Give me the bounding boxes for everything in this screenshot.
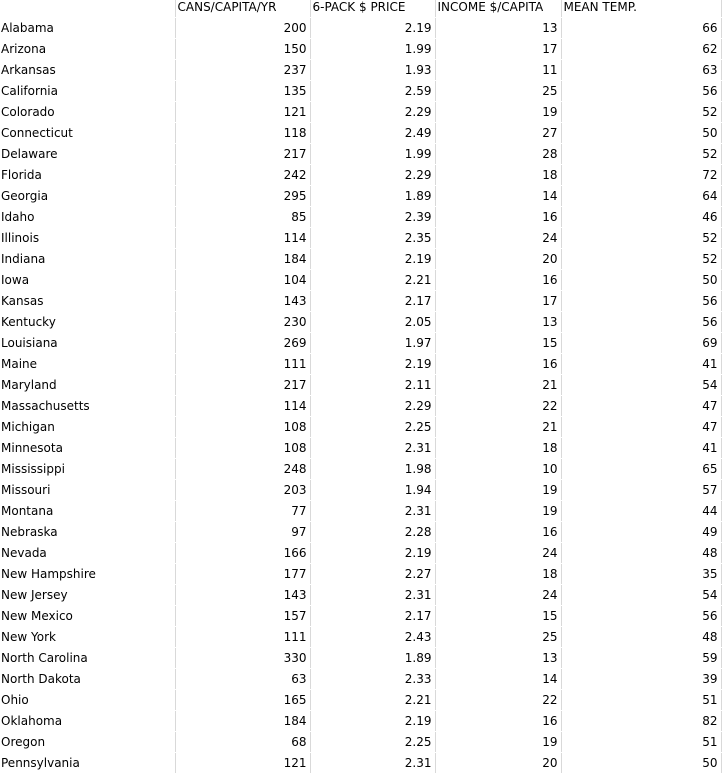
cans-cell[interactable]: 63 (175, 668, 310, 689)
income-cell[interactable]: 24 (435, 584, 561, 605)
table-row (0, 731, 721, 752)
price-cell[interactable]: 1.89 (310, 647, 435, 668)
header-cell-cans[interactable]: CANS/CAPITA/YR (175, 0, 310, 17)
temp-cell[interactable]: 47 (561, 416, 721, 437)
cans-cell[interactable]: 248 (175, 458, 310, 479)
state-name-cell[interactable]: Montana (0, 500, 175, 521)
table-row (0, 80, 721, 101)
table-row (0, 668, 721, 689)
temp-cell[interactable]: 48 (561, 542, 721, 563)
price-cell[interactable]: 2.31 (310, 584, 435, 605)
state-name-cell[interactable]: California (0, 80, 175, 101)
table-row (0, 185, 721, 206)
temp-cell[interactable]: 41 (561, 437, 721, 458)
state-name-cell[interactable]: Iowa (0, 269, 175, 290)
price-cell[interactable]: 2.11 (310, 374, 435, 395)
cans-cell[interactable]: 108 (175, 437, 310, 458)
cans-cell[interactable]: 184 (175, 248, 310, 269)
temp-cell[interactable]: 56 (561, 605, 721, 626)
price-cell[interactable]: 1.99 (310, 38, 435, 59)
cans-cell[interactable]: 230 (175, 311, 310, 332)
temp-cell[interactable]: 41 (561, 353, 721, 374)
cans-cell[interactable]: 111 (175, 626, 310, 647)
state-name-cell[interactable]: Alabama (0, 17, 175, 38)
cans-cell[interactable]: 184 (175, 710, 310, 731)
income-cell[interactable]: 14 (435, 185, 561, 206)
state-name-cell[interactable]: Louisiana (0, 332, 175, 353)
price-cell[interactable]: 1.98 (310, 458, 435, 479)
temp-cell[interactable]: 50 (561, 122, 721, 143)
state-name-cell[interactable]: Nevada (0, 542, 175, 563)
state-name-cell[interactable]: Massachusetts (0, 395, 175, 416)
price-cell[interactable]: 2.28 (310, 521, 435, 542)
table-row (0, 521, 721, 542)
cans-cell[interactable]: 269 (175, 332, 310, 353)
table-row (0, 500, 721, 521)
income-cell[interactable]: 17 (435, 38, 561, 59)
cans-cell[interactable]: 165 (175, 689, 310, 710)
state-name-cell[interactable]: Indiana (0, 248, 175, 269)
table-row (0, 353, 721, 374)
cans-cell[interactable]: 237 (175, 59, 310, 80)
temp-cell[interactable]: 50 (561, 269, 721, 290)
cans-cell[interactable]: 330 (175, 647, 310, 668)
state-name-cell[interactable]: New York (0, 626, 175, 647)
table-row (0, 227, 721, 248)
income-cell[interactable]: 18 (435, 164, 561, 185)
income-cell[interactable]: 19 (435, 479, 561, 500)
price-cell[interactable]: 2.35 (310, 227, 435, 248)
table-row (0, 479, 721, 500)
table-row (0, 332, 721, 353)
temp-cell[interactable]: 48 (561, 626, 721, 647)
income-cell[interactable]: 15 (435, 605, 561, 626)
cans-cell[interactable]: 77 (175, 500, 310, 521)
table-row (0, 437, 721, 458)
state-name-cell[interactable]: Ohio (0, 689, 175, 710)
table-row (0, 122, 721, 143)
price-cell[interactable]: 2.19 (310, 17, 435, 38)
temp-cell[interactable]: 65 (561, 458, 721, 479)
state-name-cell[interactable]: Georgia (0, 185, 175, 206)
price-cell[interactable]: 2.43 (310, 626, 435, 647)
price-cell[interactable]: 1.93 (310, 59, 435, 80)
table-row (0, 164, 721, 185)
cans-cell[interactable]: 135 (175, 80, 310, 101)
income-cell[interactable]: 13 (435, 311, 561, 332)
table-row (0, 395, 721, 416)
cans-cell[interactable]: 85 (175, 206, 310, 227)
temp-cell[interactable]: 54 (561, 374, 721, 395)
income-cell[interactable]: 16 (435, 710, 561, 731)
table-row (0, 374, 721, 395)
table-row (0, 17, 721, 38)
price-cell[interactable]: 2.17 (310, 290, 435, 311)
state-name-cell[interactable]: Nebraska (0, 521, 175, 542)
price-cell[interactable]: 2.29 (310, 101, 435, 122)
cans-cell[interactable]: 111 (175, 353, 310, 374)
cans-cell[interactable]: 143 (175, 290, 310, 311)
table-row (0, 605, 721, 626)
temp-cell[interactable]: 82 (561, 710, 721, 731)
income-cell[interactable]: 18 (435, 437, 561, 458)
temp-cell[interactable]: 66 (561, 17, 721, 38)
income-cell[interactable]: 22 (435, 395, 561, 416)
income-cell[interactable]: 16 (435, 353, 561, 374)
income-cell[interactable]: 20 (435, 248, 561, 269)
temp-cell[interactable]: 59 (561, 647, 721, 668)
income-cell[interactable]: 14 (435, 668, 561, 689)
income-cell[interactable]: 19 (435, 731, 561, 752)
income-cell[interactable]: 10 (435, 458, 561, 479)
price-cell[interactable]: 2.17 (310, 605, 435, 626)
temp-cell[interactable]: 46 (561, 206, 721, 227)
cans-cell[interactable]: 68 (175, 731, 310, 752)
header-cell-temp[interactable]: MEAN TEMP. (561, 0, 721, 17)
price-cell[interactable]: 2.21 (310, 689, 435, 710)
state-name-cell[interactable]: Missouri (0, 479, 175, 500)
state-name-cell[interactable]: Kansas (0, 290, 175, 311)
income-cell[interactable]: 22 (435, 689, 561, 710)
state-name-cell[interactable]: Minnesota (0, 437, 175, 458)
temp-cell[interactable]: 52 (561, 227, 721, 248)
cans-cell[interactable]: 166 (175, 542, 310, 563)
table-row (0, 101, 721, 122)
price-cell[interactable]: 2.21 (310, 269, 435, 290)
cans-cell[interactable]: 114 (175, 395, 310, 416)
table-row (0, 563, 721, 584)
table-row (0, 458, 721, 479)
table-row (0, 752, 721, 773)
temp-cell[interactable]: 51 (561, 731, 721, 752)
temp-cell[interactable]: 57 (561, 479, 721, 500)
price-cell[interactable]: 1.89 (310, 185, 435, 206)
income-cell[interactable]: 16 (435, 521, 561, 542)
temp-cell[interactable]: 56 (561, 290, 721, 311)
header-cell-state[interactable] (0, 0, 175, 17)
state-name-cell[interactable]: Maryland (0, 374, 175, 395)
table-row (0, 584, 721, 605)
temp-cell[interactable]: 35 (561, 563, 721, 584)
state-name-cell[interactable]: North Dakota (0, 668, 175, 689)
header-cell-price[interactable]: 6-PACK $ PRICE (310, 0, 435, 17)
income-cell[interactable]: 25 (435, 80, 561, 101)
price-cell[interactable]: 2.31 (310, 500, 435, 521)
price-cell[interactable]: 2.19 (310, 353, 435, 374)
price-cell[interactable]: 2.19 (310, 710, 435, 731)
price-cell[interactable]: 2.25 (310, 416, 435, 437)
price-cell[interactable]: 2.31 (310, 752, 435, 773)
price-cell[interactable]: 1.99 (310, 143, 435, 164)
cans-cell[interactable]: 177 (175, 563, 310, 584)
state-name-cell[interactable]: Connecticut (0, 122, 175, 143)
income-cell[interactable]: 24 (435, 227, 561, 248)
state-name-cell[interactable]: Kentucky (0, 311, 175, 332)
income-cell[interactable]: 21 (435, 416, 561, 437)
temp-cell[interactable]: 50 (561, 752, 721, 773)
table-row (0, 311, 721, 332)
price-cell[interactable]: 2.27 (310, 563, 435, 584)
state-name-cell[interactable]: New Hampshire (0, 563, 175, 584)
price-cell[interactable]: 2.05 (310, 311, 435, 332)
price-cell[interactable]: 2.33 (310, 668, 435, 689)
price-cell[interactable]: 2.39 (310, 206, 435, 227)
temp-cell[interactable]: 72 (561, 164, 721, 185)
income-cell[interactable]: 25 (435, 626, 561, 647)
price-cell[interactable]: 2.25 (310, 731, 435, 752)
income-cell[interactable]: 27 (435, 122, 561, 143)
cans-cell[interactable]: 203 (175, 479, 310, 500)
price-cell[interactable]: 2.31 (310, 437, 435, 458)
table-row (0, 290, 721, 311)
table-row (0, 689, 721, 710)
table-row (0, 416, 721, 437)
cans-cell[interactable]: 217 (175, 143, 310, 164)
table-row (0, 647, 721, 668)
table-row (0, 710, 721, 731)
temp-cell[interactable]: 52 (561, 248, 721, 269)
price-cell[interactable]: 2.49 (310, 122, 435, 143)
cans-cell[interactable]: 108 (175, 416, 310, 437)
state-name-cell[interactable]: Pennsylvania (0, 752, 175, 773)
income-cell[interactable]: 28 (435, 143, 561, 164)
table-row (0, 626, 721, 647)
income-cell[interactable]: 24 (435, 542, 561, 563)
table-row (0, 269, 721, 290)
cans-cell[interactable]: 121 (175, 101, 310, 122)
income-cell[interactable]: 16 (435, 269, 561, 290)
table-row (0, 206, 721, 227)
table-row (0, 38, 721, 59)
price-cell[interactable]: 2.29 (310, 164, 435, 185)
table-row (0, 542, 721, 563)
cans-cell[interactable]: 118 (175, 122, 310, 143)
cans-cell[interactable]: 157 (175, 605, 310, 626)
state-name-cell[interactable]: Delaware (0, 143, 175, 164)
income-cell[interactable]: 19 (435, 101, 561, 122)
state-name-cell[interactable]: Idaho (0, 206, 175, 227)
temp-cell[interactable]: 47 (561, 395, 721, 416)
income-cell[interactable]: 17 (435, 290, 561, 311)
state-name-cell[interactable]: Oklahoma (0, 710, 175, 731)
price-cell[interactable]: 2.59 (310, 80, 435, 101)
income-cell[interactable]: 15 (435, 332, 561, 353)
temp-cell[interactable]: 39 (561, 668, 721, 689)
price-cell[interactable]: 1.94 (310, 479, 435, 500)
temp-cell[interactable]: 52 (561, 101, 721, 122)
temp-cell[interactable]: 51 (561, 689, 721, 710)
cans-cell[interactable]: 200 (175, 17, 310, 38)
state-name-cell[interactable]: Michigan (0, 416, 175, 437)
table-row (0, 143, 721, 164)
temp-cell[interactable]: 64 (561, 185, 721, 206)
state-name-cell[interactable]: Colorado (0, 101, 175, 122)
cans-cell[interactable]: 242 (175, 164, 310, 185)
income-cell[interactable]: 20 (435, 752, 561, 773)
price-cell[interactable]: 2.19 (310, 542, 435, 563)
temp-cell[interactable]: 44 (561, 500, 721, 521)
state-name-cell[interactable]: New Mexico (0, 605, 175, 626)
state-name-cell[interactable]: Oregon (0, 731, 175, 752)
table-row (0, 59, 721, 80)
temp-cell[interactable]: 52 (561, 143, 721, 164)
state-name-cell[interactable]: Maine (0, 353, 175, 374)
state-name-cell[interactable]: Mississippi (0, 458, 175, 479)
income-cell[interactable]: 19 (435, 500, 561, 521)
state-name-cell[interactable]: Arkansas (0, 59, 175, 80)
temp-cell[interactable]: 49 (561, 521, 721, 542)
income-cell[interactable]: 21 (435, 374, 561, 395)
cans-cell[interactable]: 97 (175, 521, 310, 542)
temp-cell[interactable]: 62 (561, 38, 721, 59)
income-cell[interactable]: 18 (435, 563, 561, 584)
cans-cell[interactable]: 104 (175, 269, 310, 290)
cans-cell[interactable]: 121 (175, 752, 310, 773)
state-name-cell[interactable]: North Carolina (0, 647, 175, 668)
state-name-cell[interactable]: Illinois (0, 227, 175, 248)
cans-cell[interactable]: 295 (175, 185, 310, 206)
state-name-cell[interactable]: Florida (0, 164, 175, 185)
state-name-cell[interactable]: Arizona (0, 38, 175, 59)
temp-cell[interactable]: 56 (561, 80, 721, 101)
price-cell[interactable]: 1.97 (310, 332, 435, 353)
income-cell[interactable]: 11 (435, 59, 561, 80)
price-cell[interactable]: 2.29 (310, 395, 435, 416)
cans-cell[interactable]: 143 (175, 584, 310, 605)
price-cell[interactable]: 2.19 (310, 248, 435, 269)
table-row (0, 248, 721, 269)
income-cell[interactable]: 16 (435, 206, 561, 227)
temp-cell[interactable]: 54 (561, 584, 721, 605)
income-cell[interactable]: 13 (435, 647, 561, 668)
income-cell[interactable]: 13 (435, 17, 561, 38)
cans-cell[interactable]: 150 (175, 38, 310, 59)
state-name-cell[interactable]: New Jersey (0, 584, 175, 605)
cans-cell[interactable]: 217 (175, 374, 310, 395)
header-cell-income[interactable]: INCOME $/CAPITA (435, 0, 561, 17)
temp-cell[interactable]: 63 (561, 59, 721, 80)
cans-cell[interactable]: 114 (175, 227, 310, 248)
header-row (0, 0, 721, 17)
temp-cell[interactable]: 56 (561, 311, 721, 332)
temp-cell[interactable]: 69 (561, 332, 721, 353)
